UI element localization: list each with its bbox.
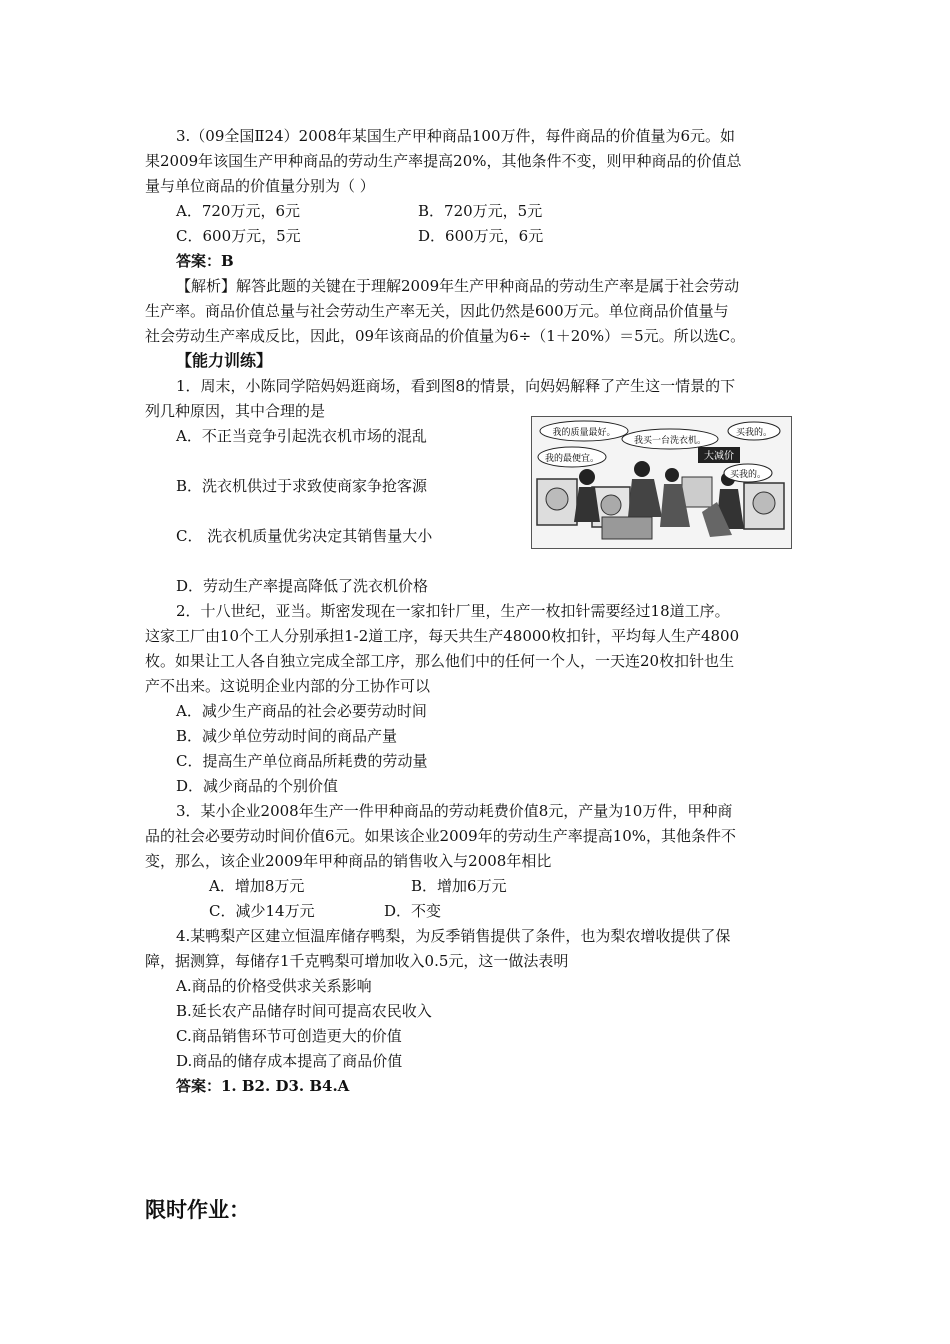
q3-option-d: D．不变: [384, 902, 442, 920]
q2-line-2: 这家工厂由10个工人分别承担1-2道工序，每天共生产48000枚扣针，平均每人生产4800: [145, 627, 740, 645]
q2-option-b: B．减少单位劳动时间的商品产量: [176, 727, 398, 745]
q2-option-a: A．减少生产商品的社会必要劳动时间: [176, 702, 427, 720]
q1-option-d: D．劳动生产率提高降低了洗衣机价格: [176, 577, 429, 595]
q4-option-c: C.商品销售环节可创造更大的价值: [176, 1027, 402, 1045]
example-question-line-2: 果2009年该国生产甲种商品的劳动生产率提高20%，其他条件不变，则甲种商品的价值总: [145, 152, 742, 170]
q4-option-b: B.延长农产品储存时间可提高农民收入: [176, 1002, 432, 1020]
q4-line-1: 4.某鸭梨产区建立恒温库储存鸭梨，为反季销售提供了条件，也为梨农增收提供了保: [176, 927, 731, 945]
example-analysis-line-2: 生产率。商品价值总量与社会劳动生产率无关，因此仍然是600万元。单位商品价值量与: [145, 302, 729, 320]
q2-line-3: 枚。如果让工人各自独立完成全部工序，那么他们中的任何一个人，一天连20枚扣针也生: [145, 652, 735, 670]
q4-option-a: A.商品的价格受供求关系影响: [176, 977, 372, 995]
bubble-best-quality: 我的质量最好。: [552, 428, 616, 438]
bubble-buy-mine-1: 买我的。: [735, 428, 773, 438]
example-analysis-line-3: 社会劳动生产率成反比，因此，09年该商品的价值量为6÷（1＋20%）＝5元。所以选C。: [145, 327, 746, 345]
q3-line-2: 品的社会必要劳动时间价值6元。如果该企业2009年的劳动生产率提高10%，其他条件不: [145, 827, 737, 845]
q1-option-a: A．不正当竞争引起洗衣机市场的混乱: [176, 427, 427, 445]
sale-sign: 大减价: [704, 451, 734, 462]
q4-option-d: D.商品的储存成本提高了商品价值: [176, 1052, 403, 1070]
example-option-a: A．720万元，6元: [176, 202, 301, 220]
example-option-b: B．720万元，5元: [418, 202, 543, 220]
q1-line-2: 列几种原因，其中合理的是: [145, 402, 326, 420]
q4-line-2: 障，据测算，每储存1千克鸭梨可增加收入0.5元，这一做法表明: [145, 952, 569, 970]
q3-option-a: A．增加8万元: [209, 877, 305, 895]
q2-option-d: D．减少商品的个别价值: [176, 777, 339, 795]
q2-option-c: C．提高生产单位商品所耗费的劳动量: [176, 752, 428, 770]
q3-line-1: 3．某小企业2008年生产一件甲种商品的劳动耗费价值8元，产量为10万件，甲种商: [176, 802, 733, 820]
bubble-buy-mine-2: 买我的。: [729, 470, 767, 480]
homework-title: 限时作业：: [145, 1198, 250, 1222]
example-question-line-1: 3.（09全国Ⅱ24）2008年某国生产甲种商品100万件，每件商品的价值量为6元。如: [176, 127, 736, 145]
section-title: 【能力训练】: [176, 351, 273, 370]
example-answer: 答案：B: [176, 252, 234, 270]
bubble-cheapest: 我的最便宜。: [544, 454, 600, 464]
q1-option-b: B．洗衣机供过于求致使商家争抢客源: [176, 477, 428, 495]
example-analysis-line-1: 【解析】解答此题的关键在于理解2009年生产甲种商品的劳动生产率是属于社会劳动: [176, 277, 740, 295]
q3-line-3: 变，那么，该企业2009年甲种商品的销售收入与2008年相比: [145, 852, 552, 870]
answers-line: 答案：1. B2. D3. B4.A: [176, 1077, 350, 1095]
q2-line-4: 产不出来。这说明企业内部的分工协作可以: [145, 677, 431, 695]
q3-option-c: C．减少14万元: [209, 902, 315, 920]
q3-option-b: B．增加6万元: [411, 877, 507, 895]
washing-machine-cartoon-figure: [531, 416, 792, 549]
q1-line-1: 1．周末，小陈同学陪妈妈逛商场，看到图8的情景，向妈妈解释了产生这一情景的下: [176, 377, 736, 395]
q2-line-1: 2．十八世纪，亚当。斯密发现在一家扣针厂里，生产一枚扣针需要经过18道工序。: [176, 602, 730, 620]
example-option-c: C．600万元，5元: [176, 227, 301, 245]
q1-option-c: C． 洗衣机质量优劣决定其销售量大小: [176, 527, 433, 545]
bubble-buy-one: 我买一台洗衣机。: [633, 436, 707, 446]
example-option-d: D．600万元，6元: [418, 227, 544, 245]
example-question-line-3: 量与单位商品的价值量分别为（ ）: [145, 177, 375, 195]
